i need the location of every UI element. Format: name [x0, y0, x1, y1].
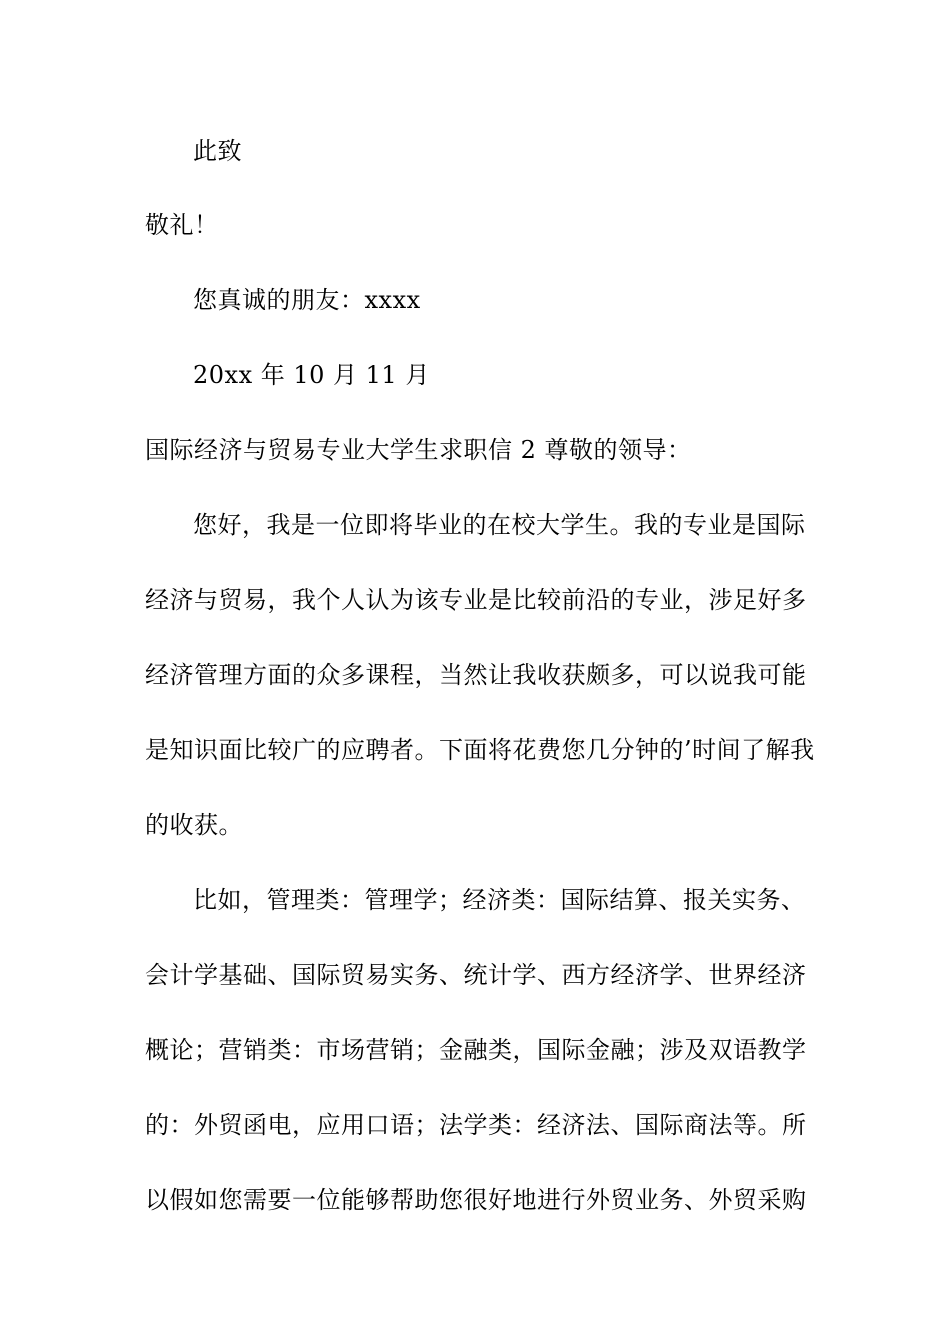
paragraph-line: 的收获。: [145, 811, 243, 839]
paragraph-line: 经济管理方面的众多课程，当然让我收获颇多，可以说我可能: [145, 661, 807, 689]
date-line: 20xx 年 10 月 11 月: [193, 361, 430, 389]
paragraph-line: 以假如您需要一位能够帮助您很好地进行外贸业务、外贸采购: [145, 1186, 807, 1214]
paragraph-line: 您好，我是一位即将毕业的在校大学生。我的专业是国际: [193, 511, 806, 539]
paragraph-line: 比如，管理类：管理学；经济类：国际结算、报关实务、: [193, 886, 806, 914]
closing-regards: 敬礼！: [145, 211, 219, 239]
paragraph-line: 经济与贸易，我个人认为该专业是比较前沿的专业，涉足好多: [145, 586, 807, 614]
signature-line: 您真诚的朋友：xxxx: [193, 286, 421, 314]
paragraph-line: 是知识面比较广的应聘者。下面将花费您几分钟的’时间了解我: [145, 736, 815, 764]
paragraph-line: 概论；营销类：市场营销；金融类，国际金融；涉及双语教学: [145, 1036, 807, 1064]
paragraph-line: 的：外贸函电，应用口语；法学类：经济法、国际商法等。所: [145, 1111, 807, 1139]
paragraph-line: 会计学基础、国际贸易实务、统计学、西方经济学、世界经济: [145, 961, 807, 989]
letter-heading: 国际经济与贸易专业大学生求职信 2 尊敬的领导：: [145, 436, 692, 464]
closing-salutation: 此致: [193, 137, 242, 165]
